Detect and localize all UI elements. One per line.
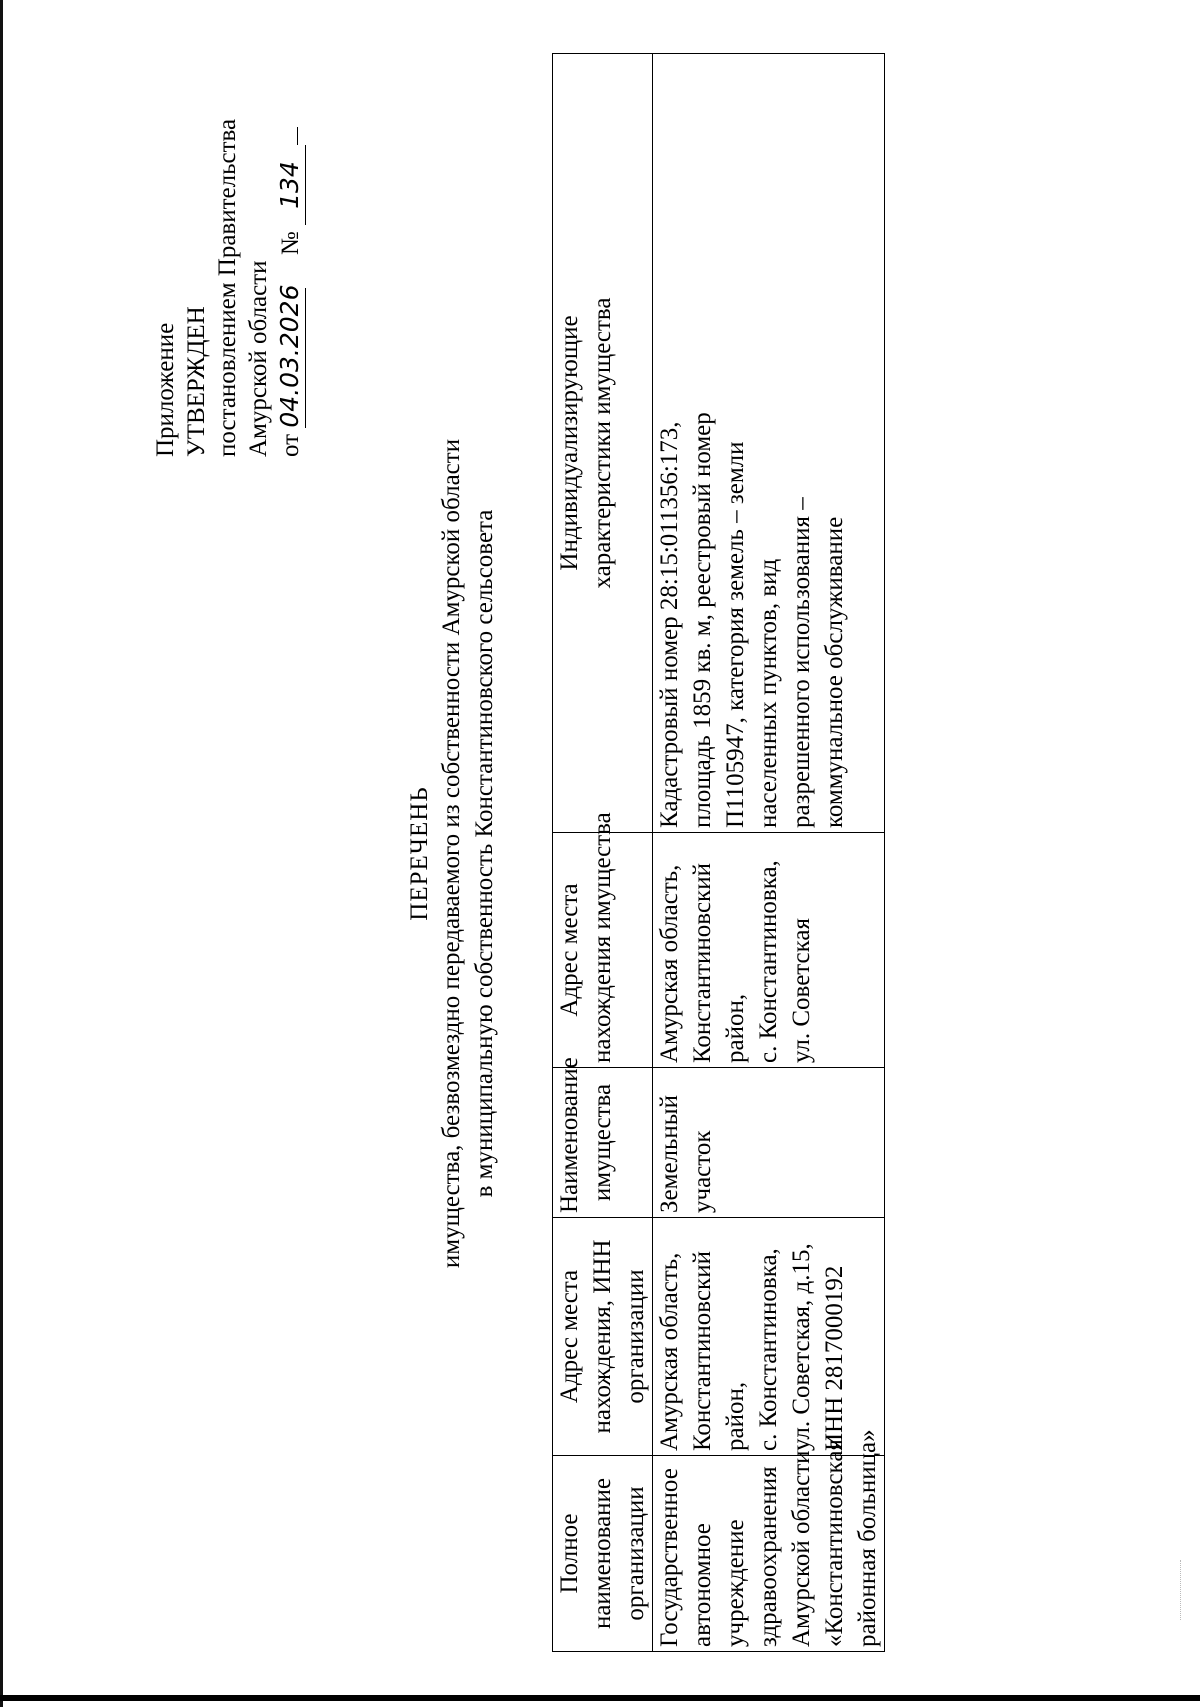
- scan-artifact: [1180, 1560, 1182, 1620]
- header-org-name: Полное наименование организации: [553, 1456, 653, 1652]
- cell-property-address: Амурская область, Константиновский район, с. Константиновка, ул. Советская: [653, 833, 885, 1068]
- approval-number-prefix: №: [277, 231, 304, 256]
- property-registry-table: [552, 53, 885, 1652]
- header-org-address: Адрес места нахождения, ИНН организации: [553, 1218, 653, 1456]
- table-header-row: [553, 54, 653, 1652]
- cell-property-name: Земельный участок: [653, 1068, 885, 1218]
- table-row: [653, 54, 885, 1652]
- approval-resolution-label: постановлением Правительства: [214, 118, 241, 457]
- approval-date-line: [274, 37, 306, 457]
- approval-date-handwritten: 04.03.2026: [275, 284, 304, 428]
- document-title: ПЕРЕЧЕНЬ: [406, 786, 433, 921]
- approval-appendix-label: Приложение: [152, 322, 179, 457]
- cell-org-name: Государственное автономное учреждение здравоохранения Амурской области «Константиновская районная больница»: [653, 1456, 885, 1652]
- header-property-characteristics: Индивидуализирующие характеристики имущества: [553, 54, 653, 833]
- approval-approved-label: УТВЕРЖДЕН: [183, 306, 210, 457]
- header-property-name: Наименование имущества: [553, 1068, 653, 1218]
- approval-date-prefix: от: [277, 433, 304, 457]
- approval-block: [150, 37, 306, 457]
- cell-org-address: Амурская область, Константиновский район, с. Константиновка, ул. Советская, д.15, ИНН 2817000192: [653, 1218, 885, 1456]
- document-subtitle-line-1: имущества, безвозмездно передаваемого из собственности Амурской области: [438, 438, 465, 1269]
- cell-property-characteristics: Кадастровый номер 28:15:011356:173, площадь 1859 кв. м, реестровый номер П1105947, категория земель – земли населенных пунктов, вид разрешенного использования – коммунальное обслуживание: [653, 54, 885, 833]
- approval-region-label: Амурской области: [245, 260, 272, 457]
- approval-number-underline: [297, 127, 298, 145]
- scan-border-bottom: [0, 1695, 1200, 1701]
- document-subtitle-line-2: в муниципальную собственность Константиновского сельсовета: [471, 509, 498, 1198]
- header-property-address: Адрес места нахождения имущества: [553, 833, 653, 1068]
- approval-number-handwritten: 134: [274, 145, 306, 225]
